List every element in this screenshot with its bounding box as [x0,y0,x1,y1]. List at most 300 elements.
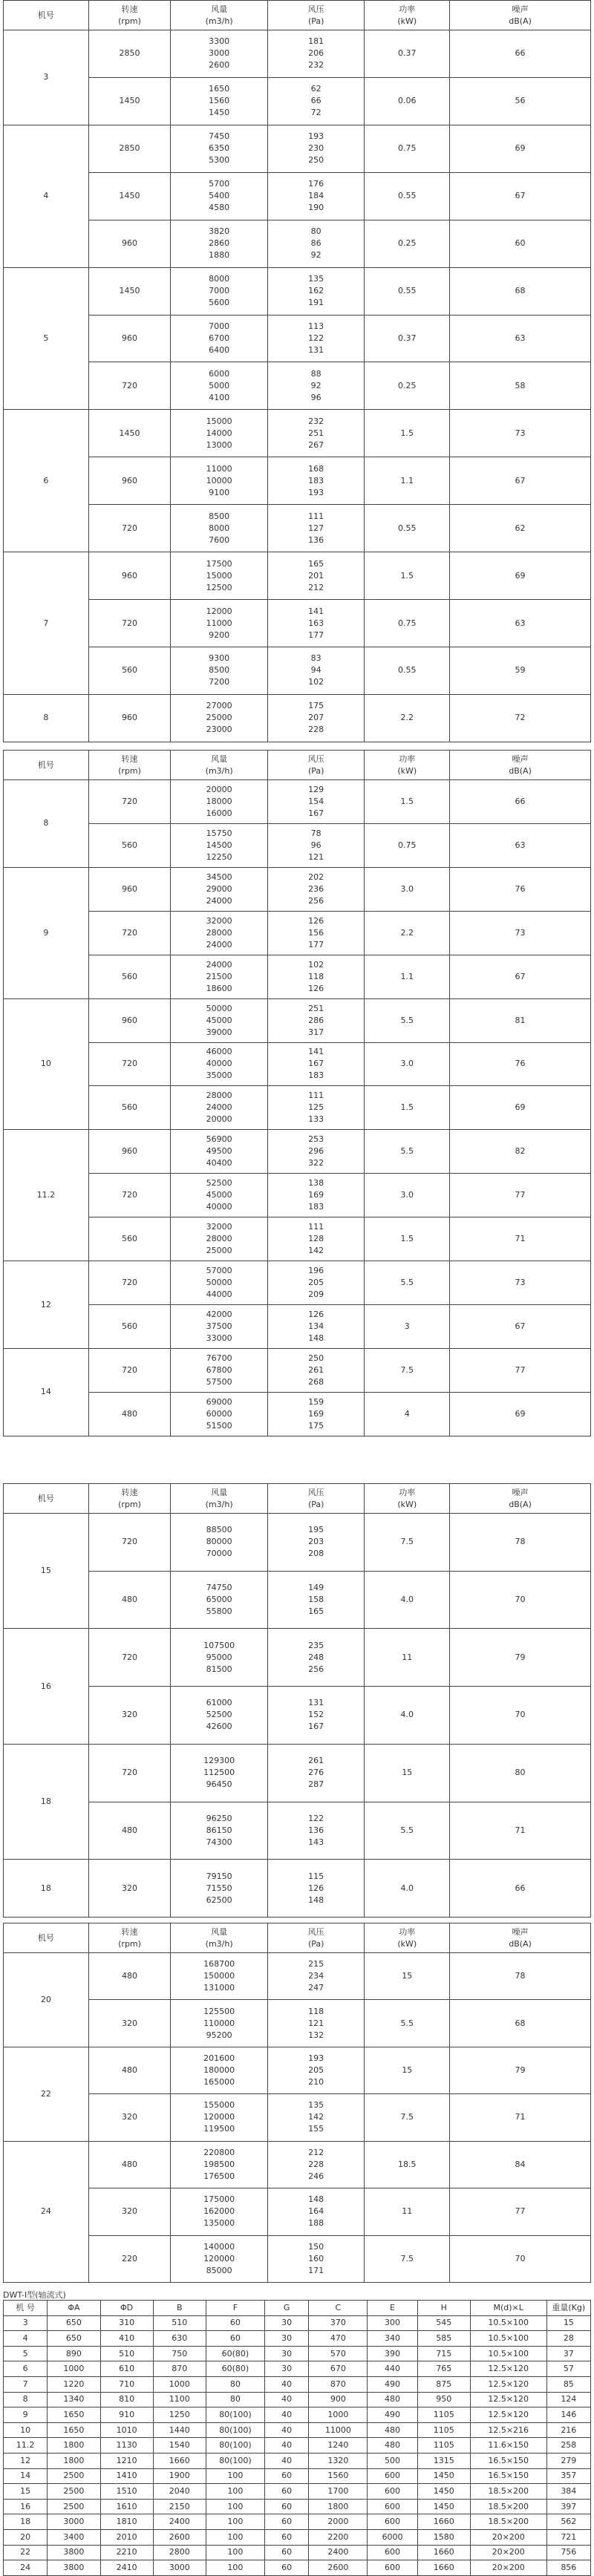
flow-value: 45000 [206,1015,232,1025]
pressure-value: 261 [308,1756,324,1766]
dimension-cell: 585 [417,2331,470,2347]
flow-value: 5000 [209,380,230,390]
flow-value: 24000 [206,939,232,949]
dimension-cell: 630 [153,2331,206,2347]
flow-value: 76700 [206,1353,232,1363]
noise-cell: 77 [450,1174,591,1217]
dimension-header-cell: B [153,2301,206,2316]
dimension-cell: 18.5×200 [470,2484,546,2500]
flow-value: 3000 [209,48,230,59]
flow-value: 79150 [206,1871,232,1881]
flow-value: 110000 [203,2018,235,2028]
dimension-cell: 570 [309,2346,368,2361]
dimension-cell: 1105 [417,2407,470,2423]
pressure-value: 164 [308,2206,324,2217]
flow-value: 120000 [203,2112,235,2122]
speed-cell: 1450 [88,410,171,457]
power-cell: 4.0 [365,1860,450,1918]
pressure-value: 276 [308,1768,324,1778]
dimension-row [4,2392,591,2407]
header-speed [88,751,171,780]
dimension-row [4,2545,591,2560]
flow-value: 24000 [206,895,232,906]
header-power-line: (kW) [397,1499,417,1509]
pressure-value: 317 [308,1027,324,1037]
dimension-cell: 440 [368,2361,417,2377]
pressure-value: 122 [308,333,324,343]
dimension-cell: 357 [546,2468,590,2484]
speed-cell: 480 [88,1571,171,1629]
dimension-cell: 890 [48,2346,100,2361]
dimension-cell: 3800 [48,2560,100,2576]
power-cell: 0.37 [365,315,450,362]
table-row [4,694,591,742]
header-row [4,1,591,30]
flow-value: 5300 [209,155,230,166]
pressure-value: 167 [308,808,324,818]
dimension-cell: 2500 [48,2499,100,2514]
header-model: 机号 [4,1,89,30]
dimension-cell: 600 [368,2468,417,2484]
header-power-line: 功率 [399,1926,416,1937]
dimension-cell: 3 [4,2315,48,2331]
dimension-cell: 1000 [48,2361,100,2377]
table-row [4,1348,591,1392]
flow-value: 88500 [206,1525,232,1535]
noise-cell: 73 [450,1261,591,1305]
flow-cell [171,780,268,824]
flow-cell [171,911,268,955]
pressure-value: 268 [308,1376,324,1387]
dimension-cell: 40 [264,2438,308,2454]
flow-value: 61000 [206,1698,232,1708]
pressure-value: 126 [308,915,324,926]
pressure-cell [267,267,365,315]
flow-value: 12250 [206,851,232,862]
dimension-cell: 8 [4,2392,48,2407]
header-noise-line: dB(A) [509,1938,532,1949]
flow-cell [171,998,268,1042]
pressure-cell [267,220,365,267]
flow-value: 32000 [206,1222,232,1232]
table-row [4,125,591,172]
pressure-value: 251 [308,428,324,438]
pressure-value: 102 [308,677,324,687]
dimension-cell: 470 [309,2331,368,2347]
dimension-cell: 2010 [100,2529,153,2545]
header-speed [88,1923,171,1953]
pressure-value: 232 [308,60,324,71]
pressure-value: 136 [308,1825,324,1835]
noise-cell: 70 [450,2235,591,2282]
header-pressure-line: (Pa) [307,1499,324,1509]
flow-value: 65000 [206,1595,232,1605]
dimension-cell: 279 [546,2453,590,2468]
model-cell: 18 [4,1744,89,1859]
table-row [4,220,591,267]
pressure-value: 134 [308,1321,324,1332]
pressure-value: 129 [308,784,324,794]
flow-cell [171,867,268,911]
speed-cell: 720 [88,911,171,955]
pressure-value: 248 [308,1652,324,1662]
flow-value: 50000 [206,1003,232,1013]
pressure-value: 188 [308,2218,324,2229]
table-row [4,1744,591,1802]
dimension-cell: 300 [368,2315,417,2331]
header-pressure-line: (Pa) [307,16,324,26]
dimension-header-cell: G [264,2301,308,2316]
flow-value: 175000 [203,2194,235,2205]
model-cell: 20 [4,1953,89,2047]
speed-cell: 560 [88,955,171,998]
power-cell: 3.0 [365,1174,450,1217]
dimension-cell: 6 [4,2361,48,2377]
dimension-header-cell: C [309,2301,368,2316]
power-cell: 0.25 [365,220,450,267]
dimension-cell: 480 [368,2392,417,2407]
flow-value: 20000 [206,784,232,794]
dimension-cell: 1540 [153,2438,206,2454]
dimension-cell: 80(100) [206,2453,264,2468]
dimension-cell: 875 [417,2376,470,2392]
dimension-cell: 100 [206,2514,264,2530]
dimension-cell: 910 [100,2407,153,2423]
pressure-cell [267,410,365,457]
pressure-cell [267,1086,365,1130]
pressure-value: 163 [308,618,324,628]
pressure-value: 113 [308,321,324,331]
power-cell: 0.06 [365,77,450,125]
dimension-cell: 1240 [309,2438,368,2454]
flow-cell [171,1130,268,1174]
pressure-value: 72 [310,108,322,118]
dimension-cell: 20×200 [470,2545,546,2560]
model-cell: 18 [4,1860,89,1918]
noise-cell: 59 [450,647,591,694]
flow-value: 220800 [203,2147,235,2157]
pressure-value: 96 [310,840,322,850]
pressure-value: 193 [308,487,324,497]
pressure-cell [267,1629,365,1687]
header-power-line: 功率 [399,4,416,14]
flow-value: 2600 [209,60,230,71]
pressure-value: 154 [308,796,324,806]
header-pressure-line: (Pa) [307,1938,324,1949]
dimension-cell: 1560 [309,2468,368,2484]
dimension-cell: 30 [264,2346,308,2361]
flow-value: 1560 [209,96,230,106]
dimension-cell: 1700 [309,2484,368,2500]
dimension-cell: 30 [264,2315,308,2331]
pressure-value: 135 [308,2100,324,2111]
flow-cell [171,1392,268,1436]
header-pressure-line: 风压 [307,753,324,764]
speed-cell: 960 [88,998,171,1042]
pressure-value: 142 [308,1246,324,1256]
dimension-cell: 100 [206,2499,264,2514]
power-cell: 4.0 [365,1571,450,1629]
pressure-value: 102 [308,959,324,970]
table-row [4,315,591,362]
dimension-cell: 600 [368,2560,417,2576]
dimension-cell: 1000 [309,2407,368,2423]
flow-value: 67800 [206,1364,232,1375]
dimension-cell: 18 [4,2514,48,2530]
dimension-cell: 670 [309,2361,368,2377]
flow-value: 55800 [206,1606,232,1617]
dimension-cell: 1660 [153,2453,206,2468]
dimension-cell: 1220 [48,2376,100,2392]
flow-value: 9200 [209,630,230,640]
pressure-cell [267,1305,365,1349]
pressure-value: 88 [310,368,322,379]
flow-value: 37500 [206,1321,232,1332]
pressure-value: 209 [308,1289,324,1300]
flow-value: 57000 [206,1266,232,1276]
dimension-cell: 146 [546,2407,590,2423]
noise-cell: 84 [450,2141,591,2188]
dimension-header-cell: ΦD [100,2301,153,2316]
pressure-cell [267,1802,365,1860]
flow-value: 176500 [203,2171,235,2181]
header-speed-line: 转速 [121,1926,138,1937]
pressure-value: 156 [308,927,324,938]
noise-cell: 71 [450,1217,591,1261]
flow-value: 14000 [206,428,232,438]
pressure-value: 141 [308,606,324,616]
performance-table-3 [3,1483,591,1918]
dimension-cell: 510 [153,2315,206,2331]
noise-cell: 63 [450,315,591,362]
dimension-cell: 1660 [417,2514,470,2530]
pressure-cell [267,30,365,78]
dimension-cell: 1450 [417,2484,470,2500]
header-power [365,1,450,30]
dimension-cell: 11000 [309,2422,368,2438]
dimension-cell: 10.5×100 [470,2346,546,2361]
dimension-cell: 600 [368,2514,417,2530]
performance-table-1 [3,0,591,742]
dimension-cell: 765 [417,2361,470,2377]
noise-cell: 67 [450,172,591,220]
flow-value: 51500 [206,1420,232,1431]
pressure-cell [267,694,365,742]
pressure-value: 96 [310,392,322,402]
flow-value: 39000 [206,1027,232,1037]
table-row [4,867,591,911]
dimension-cell: 610 [100,2361,153,2377]
dimension-cell: 24 [4,2560,48,2576]
pressure-value: 165 [308,558,324,569]
header-noise-line: dB(A) [509,765,532,776]
pressure-cell [267,2141,365,2188]
flow-value: 165000 [203,2077,235,2088]
table-row [4,911,591,955]
table-row [4,2000,591,2047]
dimension-cell: 500 [368,2453,417,2468]
dimension-header-cell: 机 号 [4,2301,48,2316]
noise-cell: 77 [450,1348,591,1392]
dimension-cell: 1610 [100,2499,153,2514]
flow-value: 71550 [206,1883,232,1893]
dimension-cell: 490 [368,2407,417,2423]
flow-value: 155000 [203,2100,235,2111]
table-row [4,647,591,694]
dimension-cell: 2400 [153,2514,206,2530]
flow-value: 5700 [209,179,230,189]
pressure-value: 78 [310,828,322,838]
pressure-value: 136 [308,535,324,545]
header-speed-line: 转速 [121,753,138,764]
pressure-cell [267,647,365,694]
pressure-value: 256 [308,1664,324,1674]
flow-value: 80000 [206,1537,232,1547]
dimension-cell: 2410 [100,2560,153,2576]
pressure-value: 133 [308,1114,324,1125]
table-row [4,2235,591,2282]
flow-value: 17500 [206,558,232,569]
flow-value: 52500 [206,1710,232,1720]
pressure-value: 83 [310,653,322,664]
speed-cell: 720 [88,505,171,552]
flow-value: 9100 [209,487,230,497]
header-flow-line: 风量 [211,1926,228,1937]
flow-cell [171,1744,268,1802]
flow-value: 8000 [209,523,230,533]
dimension-cell: 340 [368,2331,417,2347]
dimension-row [4,2468,591,2484]
power-cell: 1.5 [365,552,450,600]
dimension-cell: 16.5×150 [470,2453,546,2468]
pressure-cell [267,362,365,410]
dimension-cell: 12.5×216 [470,2422,546,2438]
dimension-cell: 2210 [100,2545,153,2560]
pressure-value: 203 [308,1537,324,1547]
flow-value: 42000 [206,1310,232,1320]
pressure-value: 177 [308,939,324,949]
dimension-cell: 1105 [417,2422,470,2438]
header-speed [88,1,171,30]
pressure-value: 125 [308,1102,324,1113]
noise-cell: 70 [450,1571,591,1629]
dimension-cell: 100 [206,2545,264,2560]
pressure-value: 127 [308,523,324,533]
header-pressure [267,1,365,30]
dimension-cell: 715 [417,2346,470,2361]
flow-value: 42600 [206,1722,232,1732]
power-cell: 1.5 [365,1086,450,1130]
table-row [4,1217,591,1261]
dimension-cell: 12.5×120 [470,2361,546,2377]
dimension-cell: 80(100) [206,2422,264,2438]
pressure-cell [267,1042,365,1086]
table-row [4,1086,591,1130]
dimension-cell: 756 [546,2545,590,2560]
header-noise-line: 噪声 [512,1487,529,1497]
noise-cell: 76 [450,1042,591,1086]
pressure-value: 111 [308,1222,324,1232]
flow-value: 6400 [209,344,230,355]
model-cell: 6 [4,410,89,552]
pressure-value: 160 [308,2253,324,2263]
pressure-value: 210 [308,2077,324,2088]
dimension-row [4,2514,591,2530]
dimension-cell: 490 [368,2376,417,2392]
pressure-value: 322 [308,1158,324,1168]
pressure-value: 150 [308,2241,324,2252]
speed-cell: 720 [88,362,171,410]
table-row [4,410,591,457]
flow-value: 24000 [206,959,232,970]
dimension-cell: 6000 [368,2529,417,2545]
model-cell: 14 [4,1348,89,1436]
power-cell: 3.0 [365,1042,450,1086]
dimension-cell: 40 [264,2376,308,2392]
pressure-cell [267,780,365,824]
dimension-cell: 2500 [48,2484,100,2500]
noise-cell: 60 [450,220,591,267]
dimension-cell: 11.6×150 [470,2438,546,2454]
flow-cell [171,2141,268,2188]
header-noise-line: dB(A) [509,16,532,26]
pressure-value: 128 [308,1234,324,1244]
flow-value: 56900 [206,1134,232,1145]
dimension-cell: 2400 [309,2545,368,2560]
pressure-value: 183 [308,1202,324,1212]
dimension-cell: 15 [546,2315,590,2331]
pressure-cell [267,2188,365,2235]
pressure-value: 167 [308,1722,324,1732]
dimension-cell: 3000 [48,2514,100,2530]
header-flow [171,1923,268,1953]
flow-value: 15750 [206,828,232,838]
pressure-value: 183 [308,475,324,486]
dimension-cell: 10.5×100 [470,2315,546,2331]
speed-cell: 960 [88,694,171,742]
dimension-cell: 810 [100,2392,153,2407]
flow-cell [171,1953,268,2000]
dimension-header-cell: E [368,2301,417,2316]
flow-cell [171,505,268,552]
flow-cell [171,2000,268,2047]
pressure-cell [267,457,365,505]
pressure-value: 159 [308,1396,324,1407]
pressure-value: 148 [308,1333,324,1344]
table-row [4,30,591,78]
noise-cell: 63 [450,600,591,647]
speed-cell: 720 [88,600,171,647]
pressure-value: 135 [308,274,324,284]
dimension-cell: 1315 [417,2453,470,2468]
pressure-value: 171 [308,2265,324,2275]
dimension-cell: 1450 [417,2499,470,2514]
pressure-cell [267,2000,365,2047]
table-row [4,267,591,315]
model-cell: 4 [4,125,89,267]
header-row [4,1484,591,1514]
dimension-cell: 650 [48,2315,100,2331]
power-cell: 0.75 [365,823,450,867]
pressure-value: 261 [308,1364,324,1375]
flow-value: 7600 [209,535,230,545]
flow-value: 85000 [206,2265,232,2275]
power-cell: 7.5 [365,1348,450,1392]
flow-cell [171,77,268,125]
noise-cell: 71 [450,1802,591,1860]
speed-cell: 720 [88,1348,171,1392]
flow-value: 1650 [209,84,230,94]
